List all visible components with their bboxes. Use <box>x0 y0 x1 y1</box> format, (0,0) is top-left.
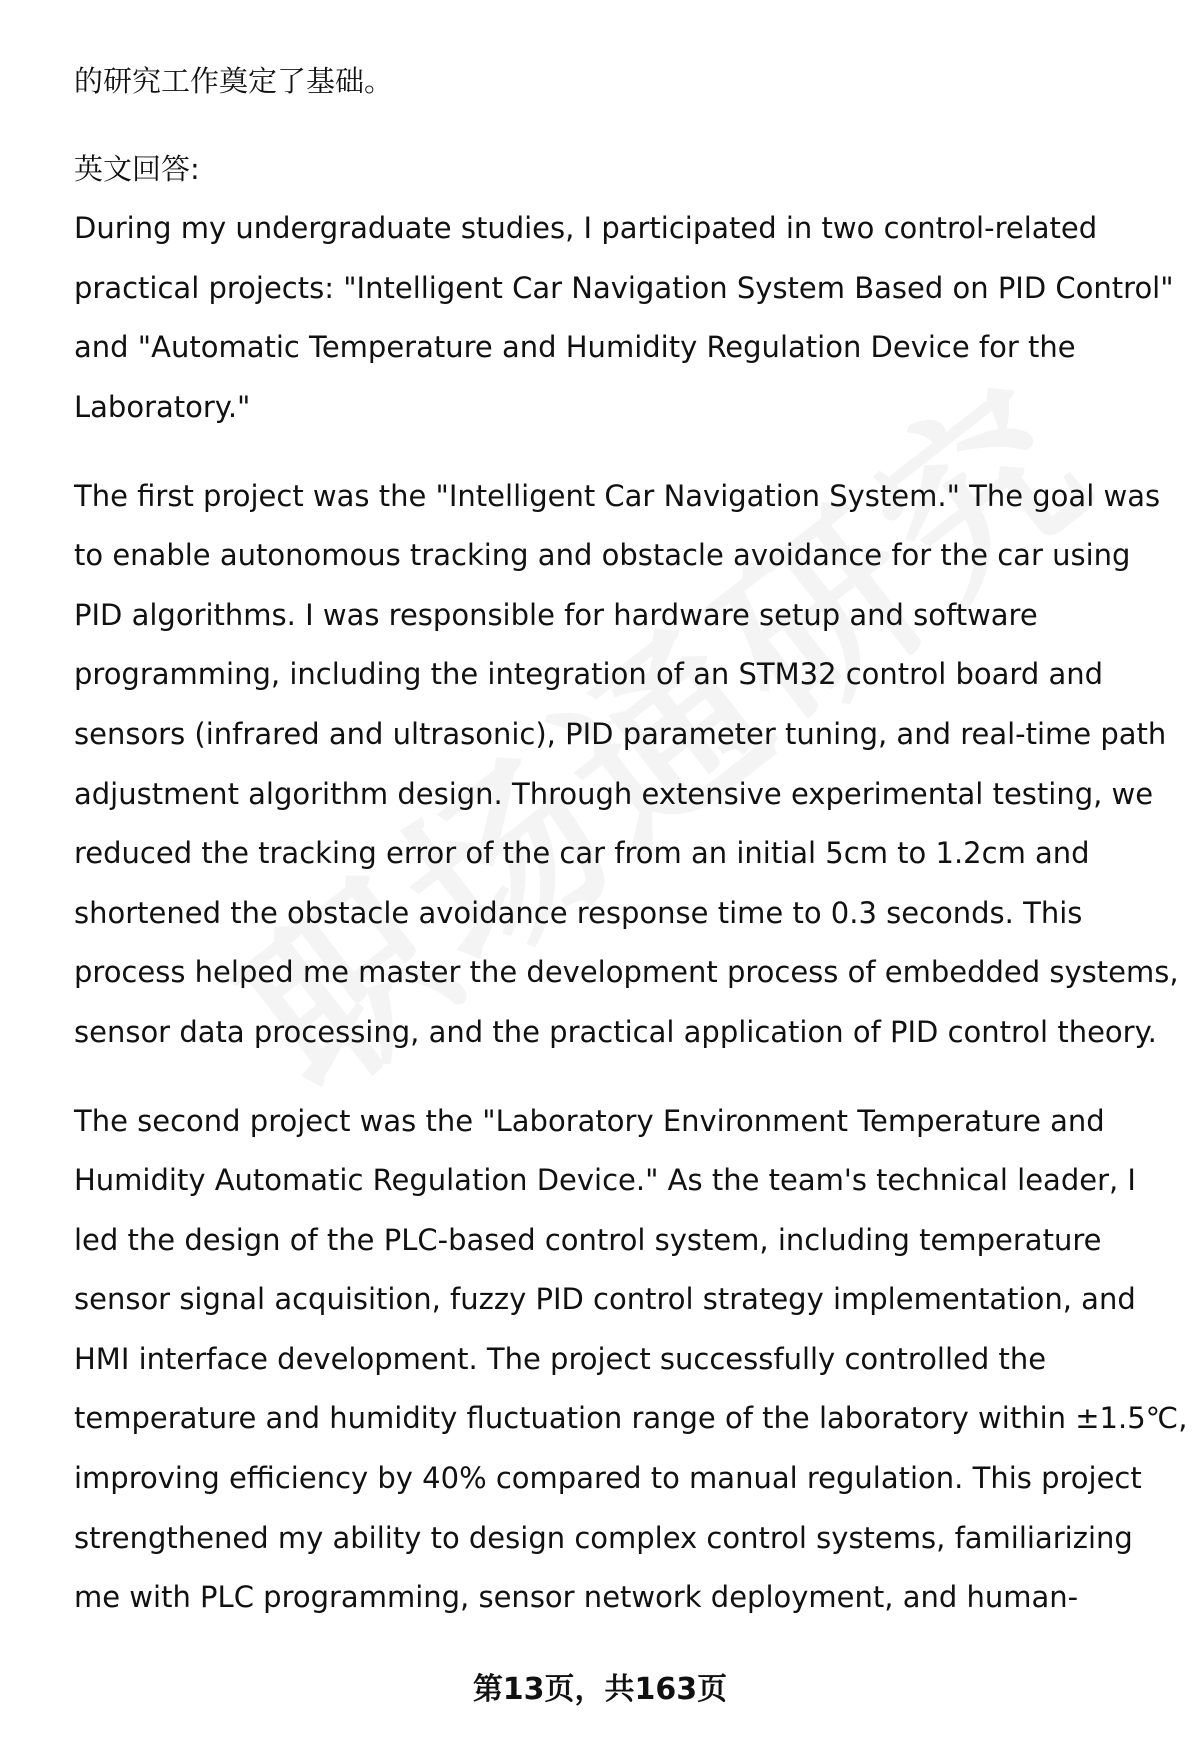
paragraph-line: programming, including the integration of an STM32 control board and <box>74 657 1104 692</box>
paragraph-line: adjustment algorithm design. Through extensive experimental testing, we <box>74 776 1154 811</box>
paragraph-line: Humidity Automatic Regulation Device." As the team's technical leader, I <box>74 1163 1136 1198</box>
page-number-footer: 第13页，共163页 <box>472 1672 728 1707</box>
paragraph-line: practical projects: "Intelligent Car Navigation System Based on PID Control" <box>74 270 1174 305</box>
paragraph-1 <box>74 199 1174 437</box>
paragraph-line: sensor data processing, and the practical application of PID control theory. <box>74 1014 1157 1049</box>
paragraph-line: to enable autonomous tracking and obstacle avoidance for the car using <box>74 538 1131 573</box>
page-content <box>74 52 1188 1628</box>
paragraph-line: PID algorithms. I was responsible for hardware setup and software <box>74 597 1038 632</box>
paragraph-line: The second project was the "Laboratory Environment Temperature and <box>74 1103 1105 1138</box>
paragraph-line: sensors (infrared and ultrasonic), PID parameter tuning, and real-time path <box>74 716 1167 751</box>
answer-label: 英文回答: <box>74 151 200 186</box>
paragraph-line: The first project was the "Intelligent Car Navigation System." The goal was <box>74 478 1161 513</box>
paragraph-line: HMI interface development. The project successfully controlled the <box>74 1341 1047 1376</box>
paragraph-line: process helped me master the development process of embedded systems, <box>74 955 1179 990</box>
paragraph-line: me with PLC programming, sensor network deployment, and human- <box>74 1580 1079 1615</box>
paragraph-line: During my undergraduate studies, I participated in two control-related <box>74 211 1098 246</box>
paragraph-2 <box>74 467 1179 1063</box>
paragraph-line: sensor signal acquisition, fuzzy PID control strategy implementation, and <box>74 1282 1136 1317</box>
paragraph-3 <box>74 1092 1188 1628</box>
paragraph-line: reduced the tracking error of the car from an initial 5cm to 1.2cm and <box>74 836 1090 871</box>
paragraph-line: and "Automatic Temperature and Humidity Regulation Device for the <box>74 330 1076 365</box>
paragraph-line: shortened the obstacle avoidance response time to 0.3 seconds. This <box>74 895 1083 930</box>
intro-tail-text: 的研究工作奠定了基础。 <box>74 64 394 98</box>
paragraph-line: improving efficiency by 40% compared to manual regulation. This project <box>74 1461 1142 1496</box>
paragraph-line: led the design of the PLC-based control system, including temperature <box>74 1222 1102 1257</box>
paragraph-line: Laboratory." <box>74 389 251 424</box>
paragraph-line: temperature and humidity fluctuation range of the laboratory within ±1.5℃, <box>74 1401 1188 1436</box>
paragraph-line: strengthened my ability to design complex control systems, familiarizing <box>74 1520 1133 1555</box>
